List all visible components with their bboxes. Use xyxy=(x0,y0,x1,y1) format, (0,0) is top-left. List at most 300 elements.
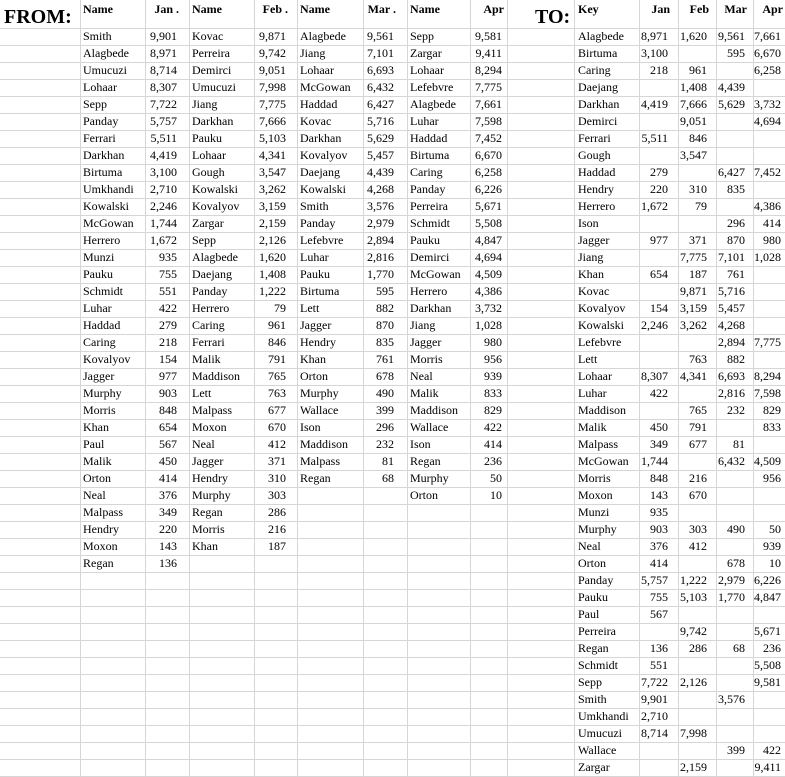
from-value-cell[interactable]: 3,262 xyxy=(259,182,286,196)
from-name-cell[interactable]: Kovalyov xyxy=(83,352,131,366)
to-value-cell[interactable]: 8,971 xyxy=(641,29,668,43)
from-name-cell[interactable]: Umkhandi xyxy=(83,182,134,196)
from-value-cell[interactable]: 2,159 xyxy=(259,216,286,230)
from-name-cell[interactable]: Jiang xyxy=(410,318,436,332)
from-value-cell[interactable]: 678 xyxy=(376,369,394,383)
from-name-cell[interactable]: Neal xyxy=(410,369,433,383)
from-value-cell[interactable]: 835 xyxy=(376,335,394,349)
to-value-cell[interactable]: 7,775 xyxy=(754,335,781,349)
to-value-cell[interactable]: 848 xyxy=(650,471,668,485)
to-value-cell[interactable]: 595 xyxy=(727,46,745,60)
from-name-cell[interactable]: Caring xyxy=(83,335,116,349)
to-key-cell[interactable]: Schmidt xyxy=(578,658,619,672)
from-value-cell[interactable]: 551 xyxy=(159,284,177,298)
from-value-cell[interactable]: 279 xyxy=(159,318,177,332)
to-value-cell[interactable]: 3,576 xyxy=(718,692,745,706)
from-name-cell[interactable]: Darkhan xyxy=(300,131,342,145)
to-value-cell[interactable]: 154 xyxy=(650,301,668,315)
to-value-cell[interactable]: 422 xyxy=(763,743,781,757)
from-name-cell[interactable]: Malpass xyxy=(83,505,123,519)
to-value-cell[interactable]: 414 xyxy=(650,556,668,570)
to-value-cell[interactable]: 670 xyxy=(689,488,707,502)
from-value-cell[interactable]: 829 xyxy=(484,403,502,417)
from-value-cell[interactable]: 296 xyxy=(376,420,394,434)
to-value-cell[interactable]: 220 xyxy=(650,182,668,196)
to-key-cell[interactable]: Hendry xyxy=(578,182,614,196)
to-value-cell[interactable]: 3,159 xyxy=(680,301,707,315)
to-key-cell[interactable]: Wallace xyxy=(578,743,617,757)
to-key-cell[interactable]: Ison xyxy=(578,216,599,230)
from-name-cell[interactable]: Munzi xyxy=(83,250,115,264)
from-name-cell[interactable]: Smith xyxy=(83,29,112,43)
to-value-cell[interactable]: 2,126 xyxy=(680,675,707,689)
from-name-cell[interactable]: Hendry xyxy=(192,471,228,485)
to-value-cell[interactable]: 9,581 xyxy=(754,675,781,689)
from-value-cell[interactable]: 903 xyxy=(159,386,177,400)
from-name-cell[interactable]: Khan xyxy=(83,420,109,434)
from-name-cell[interactable]: Jagger xyxy=(192,454,224,468)
to-value-cell[interactable]: 3,100 xyxy=(641,46,668,60)
from-value-cell[interactable]: 414 xyxy=(484,437,502,451)
to-key-cell[interactable]: Orton xyxy=(578,556,606,570)
from-value-cell[interactable]: 761 xyxy=(376,352,394,366)
from-name-cell[interactable]: Khan xyxy=(300,352,326,366)
to-key-cell[interactable]: Alagbede xyxy=(578,29,624,43)
to-value-cell[interactable]: 1,770 xyxy=(718,590,745,604)
from-value-cell[interactable]: 81 xyxy=(382,454,394,468)
from-value-cell[interactable]: 218 xyxy=(159,335,177,349)
from-name-cell[interactable]: Kovac xyxy=(300,114,332,128)
from-name-cell[interactable]: Maddison xyxy=(192,369,240,383)
to-value-cell[interactable]: 2,710 xyxy=(641,709,668,723)
from-name-cell[interactable]: Panday xyxy=(192,284,228,298)
from-value-cell[interactable]: 763 xyxy=(268,386,286,400)
from-name-cell[interactable]: Alagbede xyxy=(83,46,129,60)
to-key-cell[interactable]: Herrero xyxy=(578,199,616,213)
to-key-cell[interactable]: Luhar xyxy=(578,386,607,400)
to-value-cell[interactable]: 6,432 xyxy=(718,454,745,468)
from-value-cell[interactable]: 870 xyxy=(376,318,394,332)
from-name-cell[interactable]: Lett xyxy=(300,301,320,315)
from-name-cell[interactable]: McGowan xyxy=(83,216,134,230)
from-value-cell[interactable]: 8,294 xyxy=(475,63,502,77)
from-value-cell[interactable]: 9,051 xyxy=(259,63,286,77)
to-value-cell[interactable]: 143 xyxy=(650,488,668,502)
from-value-cell[interactable]: 3,576 xyxy=(367,199,394,213)
from-value-cell[interactable]: 833 xyxy=(484,386,502,400)
from-name-cell[interactable]: Orton xyxy=(410,488,438,502)
to-value-cell[interactable]: 10 xyxy=(769,556,781,570)
to-key-cell[interactable]: Malik xyxy=(578,420,607,434)
from-name-cell[interactable]: Luhar xyxy=(300,250,329,264)
from-name-cell[interactable]: Perreira xyxy=(192,46,230,60)
to-value-cell[interactable]: 903 xyxy=(650,522,668,536)
to-value-cell[interactable]: 4,847 xyxy=(754,590,781,604)
from-name-cell[interactable]: Darkhan xyxy=(83,148,125,162)
from-name-cell[interactable]: Caring xyxy=(192,318,225,332)
to-value-cell[interactable]: 6,670 xyxy=(754,46,781,60)
from-value-cell[interactable]: 595 xyxy=(376,284,394,298)
from-name-cell[interactable]: Sepp xyxy=(410,29,434,43)
from-value-cell[interactable]: 6,432 xyxy=(367,80,394,94)
to-value-cell[interactable]: 9,871 xyxy=(680,284,707,298)
to-value-cell[interactable]: 761 xyxy=(727,267,745,281)
to-value-cell[interactable]: 279 xyxy=(650,165,668,179)
from-value-cell[interactable]: 3,547 xyxy=(259,165,286,179)
from-value-cell[interactable]: 2,710 xyxy=(150,182,177,196)
from-value-cell[interactable]: 414 xyxy=(159,471,177,485)
from-name-cell[interactable]: Sepp xyxy=(83,97,107,111)
to-key-cell[interactable]: Moxon xyxy=(578,488,613,502)
to-value-cell[interactable]: 763 xyxy=(689,352,707,366)
from-value-cell[interactable]: 2,126 xyxy=(259,233,286,247)
to-value-cell[interactable]: 3,732 xyxy=(754,97,781,111)
from-value-cell[interactable]: 7,452 xyxy=(475,131,502,145)
from-name-cell[interactable]: Lefebvre xyxy=(410,80,454,94)
from-value-cell[interactable]: 490 xyxy=(376,386,394,400)
to-value-cell[interactable]: 4,419 xyxy=(641,97,668,111)
from-value-cell[interactable]: 961 xyxy=(268,318,286,332)
from-name-cell[interactable]: Jiang xyxy=(192,97,218,111)
from-name-cell[interactable]: Malpass xyxy=(192,403,232,417)
to-value-cell[interactable]: 3,547 xyxy=(680,148,707,162)
to-value-cell[interactable]: 68 xyxy=(733,641,745,655)
to-value-cell[interactable]: 9,561 xyxy=(718,29,745,43)
from-value-cell[interactable]: 977 xyxy=(159,369,177,383)
from-name-cell[interactable]: Alagbede xyxy=(192,250,238,264)
to-value-cell[interactable]: 218 xyxy=(650,63,668,77)
to-value-cell[interactable]: 79 xyxy=(695,199,707,213)
to-key-cell[interactable]: Perreira xyxy=(578,624,616,638)
from-value-cell[interactable]: 3,100 xyxy=(150,165,177,179)
from-name-cell[interactable]: McGowan xyxy=(410,267,461,281)
to-key-cell[interactable]: Jiang xyxy=(578,250,604,264)
to-key-cell[interactable]: Demirci xyxy=(578,114,618,128)
to-value-cell[interactable]: 414 xyxy=(763,216,781,230)
from-value-cell[interactable]: 4,386 xyxy=(475,284,502,298)
from-value-cell[interactable]: 371 xyxy=(268,454,286,468)
from-name-cell[interactable]: Birtuma xyxy=(410,148,450,162)
from-name-cell[interactable]: Herrero xyxy=(83,233,121,247)
from-value-cell[interactable]: 980 xyxy=(484,335,502,349)
to-value-cell[interactable]: 2,894 xyxy=(718,335,745,349)
from-value-cell[interactable]: 5,716 xyxy=(367,114,394,128)
to-value-cell[interactable]: 490 xyxy=(727,522,745,536)
from-name-cell[interactable]: Murphy xyxy=(410,471,449,485)
to-value-cell[interactable]: 4,268 xyxy=(718,318,745,332)
from-name-cell[interactable]: Regan xyxy=(83,556,114,570)
from-value-cell[interactable]: 1,770 xyxy=(367,267,394,281)
to-value-cell[interactable]: 7,661 xyxy=(754,29,781,43)
to-value-cell[interactable]: 236 xyxy=(763,641,781,655)
from-value-cell[interactable]: 4,268 xyxy=(367,182,394,196)
from-name-cell[interactable]: Maddison xyxy=(300,437,348,451)
from-name-cell[interactable]: Lohaar xyxy=(410,63,444,77)
to-value-cell[interactable]: 349 xyxy=(650,437,668,451)
to-value-cell[interactable]: 7,775 xyxy=(680,250,707,264)
from-value-cell[interactable]: 567 xyxy=(159,437,177,451)
from-value-cell[interactable]: 8,307 xyxy=(150,80,177,94)
from-name-cell[interactable]: Kowalski xyxy=(192,182,238,196)
from-value-cell[interactable]: 939 xyxy=(484,369,502,383)
to-value-cell[interactable]: 7,666 xyxy=(680,97,707,111)
from-name-cell[interactable]: Neal xyxy=(83,488,106,502)
to-value-cell[interactable]: 5,757 xyxy=(641,573,668,587)
from-value-cell[interactable]: 7,998 xyxy=(259,80,286,94)
to-value-cell[interactable]: 81 xyxy=(733,437,745,451)
from-value-cell[interactable]: 9,411 xyxy=(475,46,502,60)
from-value-cell[interactable]: 422 xyxy=(159,301,177,315)
to-value-cell[interactable]: 310 xyxy=(689,182,707,196)
from-name-cell[interactable]: Pauku xyxy=(410,233,440,247)
from-value-cell[interactable]: 1,620 xyxy=(259,250,286,264)
to-value-cell[interactable]: 8,307 xyxy=(641,369,668,383)
to-value-cell[interactable]: 5,716 xyxy=(718,284,745,298)
from-value-cell[interactable]: 450 xyxy=(159,454,177,468)
to-value-cell[interactable]: 551 xyxy=(650,658,668,672)
to-value-cell[interactable]: 980 xyxy=(763,233,781,247)
to-value-cell[interactable]: 977 xyxy=(650,233,668,247)
from-name-cell[interactable]: Pauku xyxy=(300,267,330,281)
from-value-cell[interactable]: 5,629 xyxy=(367,131,394,145)
from-value-cell[interactable]: 4,847 xyxy=(475,233,502,247)
from-name-cell[interactable]: Malpass xyxy=(300,454,340,468)
from-name-cell[interactable]: Panday xyxy=(300,216,336,230)
to-value-cell[interactable]: 935 xyxy=(650,505,668,519)
from-value-cell[interactable]: 6,670 xyxy=(475,148,502,162)
to-value-cell[interactable]: 9,742 xyxy=(680,624,707,638)
to-value-cell[interactable]: 1,028 xyxy=(754,250,781,264)
from-name-cell[interactable]: Morris xyxy=(192,522,225,536)
from-name-cell[interactable]: Smith xyxy=(300,199,329,213)
from-value-cell[interactable]: 5,103 xyxy=(259,131,286,145)
from-name-cell[interactable]: Demirci xyxy=(192,63,232,77)
from-name-cell[interactable]: Umucuzi xyxy=(83,63,127,77)
from-name-cell[interactable]: Pauku xyxy=(192,131,222,145)
to-value-cell[interactable]: 4,386 xyxy=(754,199,781,213)
from-value-cell[interactable]: 1,744 xyxy=(150,216,177,230)
from-value-cell[interactable]: 5,671 xyxy=(475,199,502,213)
to-key-cell[interactable]: McGowan xyxy=(578,454,629,468)
from-name-cell[interactable]: Kovac xyxy=(192,29,224,43)
to-value-cell[interactable]: 7,452 xyxy=(754,165,781,179)
from-value-cell[interactable]: 349 xyxy=(159,505,177,519)
from-value-cell[interactable]: 2,979 xyxy=(367,216,394,230)
to-key-cell[interactable]: Umucuzi xyxy=(578,726,622,740)
to-value-cell[interactable]: 833 xyxy=(763,420,781,434)
to-value-cell[interactable]: 2,246 xyxy=(641,318,668,332)
to-key-cell[interactable]: Paul xyxy=(578,607,600,621)
from-name-cell[interactable]: Lefebvre xyxy=(300,233,344,247)
to-value-cell[interactable]: 870 xyxy=(727,233,745,247)
to-value-cell[interactable]: 2,159 xyxy=(680,760,707,774)
from-value-cell[interactable]: 5,757 xyxy=(150,114,177,128)
to-value-cell[interactable]: 7,598 xyxy=(754,386,781,400)
to-key-cell[interactable]: Morris xyxy=(578,471,611,485)
from-value-cell[interactable]: 1,028 xyxy=(475,318,502,332)
to-key-cell[interactable]: Daejang xyxy=(578,80,618,94)
from-name-cell[interactable]: Jagger xyxy=(300,318,332,332)
from-name-cell[interactable]: Wallace xyxy=(410,420,449,434)
to-key-cell[interactable]: Kovac xyxy=(578,284,610,298)
from-value-cell[interactable]: 1,222 xyxy=(259,284,286,298)
from-name-cell[interactable]: Zargar xyxy=(410,46,442,60)
from-name-cell[interactable]: Hendry xyxy=(300,335,336,349)
from-name-cell[interactable]: Haddad xyxy=(83,318,121,332)
from-name-cell[interactable]: Lohaar xyxy=(300,63,334,77)
from-name-cell[interactable]: Luhar xyxy=(83,301,112,315)
to-key-cell[interactable]: Maddison xyxy=(578,403,626,417)
to-value-cell[interactable]: 846 xyxy=(689,131,707,145)
to-value-cell[interactable]: 216 xyxy=(689,471,707,485)
to-key-cell[interactable]: Panday xyxy=(578,573,614,587)
to-key-cell[interactable]: Umkhandi xyxy=(578,709,629,723)
to-value-cell[interactable]: 8,294 xyxy=(754,369,781,383)
to-value-cell[interactable]: 6,258 xyxy=(754,63,781,77)
from-name-cell[interactable]: Malik xyxy=(83,454,112,468)
from-name-cell[interactable]: Sepp xyxy=(192,233,216,247)
to-value-cell[interactable]: 371 xyxy=(689,233,707,247)
to-key-cell[interactable]: Murphy xyxy=(578,522,617,536)
from-name-cell[interactable]: Murphy xyxy=(300,386,339,400)
to-value-cell[interactable]: 8,714 xyxy=(641,726,668,740)
from-value-cell[interactable]: 6,226 xyxy=(475,182,502,196)
to-value-cell[interactable]: 5,457 xyxy=(718,301,745,315)
from-name-cell[interactable]: Orton xyxy=(300,369,328,383)
from-name-cell[interactable]: Darkhan xyxy=(192,114,234,128)
to-value-cell[interactable]: 136 xyxy=(650,641,668,655)
to-value-cell[interactable]: 5,508 xyxy=(754,658,781,672)
from-value-cell[interactable]: 1,672 xyxy=(150,233,177,247)
from-name-cell[interactable]: Demirci xyxy=(410,250,450,264)
to-key-cell[interactable]: Pauku xyxy=(578,590,608,604)
from-name-cell[interactable]: Jiang xyxy=(300,46,326,60)
from-name-cell[interactable]: Ferrari xyxy=(83,131,116,145)
to-value-cell[interactable]: 765 xyxy=(689,403,707,417)
from-value-cell[interactable]: 791 xyxy=(268,352,286,366)
from-value-cell[interactable]: 4,509 xyxy=(475,267,502,281)
from-value-cell[interactable]: 303 xyxy=(268,488,286,502)
from-name-cell[interactable]: Ison xyxy=(410,437,431,451)
from-value-cell[interactable]: 3,732 xyxy=(475,301,502,315)
from-value-cell[interactable]: 9,871 xyxy=(259,29,286,43)
from-value-cell[interactable]: 412 xyxy=(268,437,286,451)
from-name-cell[interactable]: Khan xyxy=(192,539,218,553)
to-value-cell[interactable]: 286 xyxy=(689,641,707,655)
from-name-cell[interactable]: Lett xyxy=(192,386,212,400)
to-value-cell[interactable]: 791 xyxy=(689,420,707,434)
to-value-cell[interactable]: 187 xyxy=(689,267,707,281)
to-value-cell[interactable]: 412 xyxy=(689,539,707,553)
from-name-cell[interactable]: Regan xyxy=(300,471,331,485)
from-value-cell[interactable]: 220 xyxy=(159,522,177,536)
to-value-cell[interactable]: 50 xyxy=(769,522,781,536)
to-value-cell[interactable]: 4,341 xyxy=(680,369,707,383)
from-name-cell[interactable]: Birtuma xyxy=(300,284,340,298)
to-value-cell[interactable]: 7,998 xyxy=(680,726,707,740)
to-key-cell[interactable]: Gough xyxy=(578,148,611,162)
to-value-cell[interactable]: 4,509 xyxy=(754,454,781,468)
from-value-cell[interactable]: 848 xyxy=(159,403,177,417)
from-value-cell[interactable]: 6,258 xyxy=(475,165,502,179)
from-value-cell[interactable]: 670 xyxy=(268,420,286,434)
from-name-cell[interactable]: Gough xyxy=(192,165,225,179)
from-value-cell[interactable]: 8,714 xyxy=(150,63,177,77)
to-value-cell[interactable]: 829 xyxy=(763,403,781,417)
from-name-cell[interactable]: Ferrari xyxy=(192,335,225,349)
to-key-cell[interactable]: Kowalski xyxy=(578,318,624,332)
from-value-cell[interactable]: 5,508 xyxy=(475,216,502,230)
to-value-cell[interactable]: 303 xyxy=(689,522,707,536)
from-value-cell[interactable]: 1,408 xyxy=(259,267,286,281)
from-value-cell[interactable]: 9,742 xyxy=(259,46,286,60)
from-value-cell[interactable]: 846 xyxy=(268,335,286,349)
from-name-cell[interactable]: Paul xyxy=(83,437,105,451)
to-value-cell[interactable]: 6,693 xyxy=(718,369,745,383)
from-name-cell[interactable]: Malik xyxy=(410,386,439,400)
from-value-cell[interactable]: 765 xyxy=(268,369,286,383)
from-value-cell[interactable]: 50 xyxy=(490,471,502,485)
to-key-cell[interactable]: Neal xyxy=(578,539,601,553)
to-key-cell[interactable]: Kovalyov xyxy=(578,301,626,315)
to-value-cell[interactable]: 450 xyxy=(650,420,668,434)
to-value-cell[interactable]: 5,629 xyxy=(718,97,745,111)
to-key-cell[interactable]: Munzi xyxy=(578,505,610,519)
to-value-cell[interactable]: 567 xyxy=(650,607,668,621)
from-value-cell[interactable]: 422 xyxy=(484,420,502,434)
to-key-cell[interactable]: Ferrari xyxy=(578,131,611,145)
to-value-cell[interactable]: 835 xyxy=(727,182,745,196)
from-name-cell[interactable]: Regan xyxy=(410,454,441,468)
from-name-cell[interactable]: Umucuzi xyxy=(192,80,236,94)
to-value-cell[interactable]: 2,816 xyxy=(718,386,745,400)
from-value-cell[interactable]: 755 xyxy=(159,267,177,281)
from-name-cell[interactable]: Moxon xyxy=(83,539,118,553)
from-name-cell[interactable]: Panday xyxy=(410,182,446,196)
from-value-cell[interactable]: 154 xyxy=(159,352,177,366)
from-name-cell[interactable]: Daejang xyxy=(300,165,340,179)
from-value-cell[interactable]: 216 xyxy=(268,522,286,536)
from-name-cell[interactable]: Luhar xyxy=(410,114,439,128)
from-value-cell[interactable]: 236 xyxy=(484,454,502,468)
to-value-cell[interactable]: 7,101 xyxy=(718,250,745,264)
from-name-cell[interactable]: Schmidt xyxy=(83,284,124,298)
from-value-cell[interactable]: 3,159 xyxy=(259,199,286,213)
from-value-cell[interactable]: 7,598 xyxy=(475,114,502,128)
to-value-cell[interactable]: 882 xyxy=(727,352,745,366)
to-value-cell[interactable]: 654 xyxy=(650,267,668,281)
from-value-cell[interactable]: 376 xyxy=(159,488,177,502)
from-value-cell[interactable]: 935 xyxy=(159,250,177,264)
from-value-cell[interactable]: 5,511 xyxy=(150,131,177,145)
from-name-cell[interactable]: Orton xyxy=(83,471,111,485)
to-key-cell[interactable]: Birtuma xyxy=(578,46,618,60)
from-value-cell[interactable]: 7,775 xyxy=(259,97,286,111)
from-name-cell[interactable]: Daejang xyxy=(192,267,232,281)
to-key-cell[interactable]: Zargar xyxy=(578,760,610,774)
from-value-cell[interactable]: 7,722 xyxy=(150,97,177,111)
to-value-cell[interactable]: 755 xyxy=(650,590,668,604)
from-name-cell[interactable]: Pauku xyxy=(83,267,113,281)
from-value-cell[interactable]: 10 xyxy=(490,488,502,502)
from-value-cell[interactable]: 654 xyxy=(159,420,177,434)
from-value-cell[interactable]: 4,419 xyxy=(150,148,177,162)
to-value-cell[interactable]: 2,979 xyxy=(718,573,745,587)
from-name-cell[interactable]: Malik xyxy=(192,352,221,366)
to-value-cell[interactable]: 677 xyxy=(689,437,707,451)
to-key-cell[interactable]: Darkhan xyxy=(578,97,620,111)
from-value-cell[interactable]: 7,661 xyxy=(475,97,502,111)
